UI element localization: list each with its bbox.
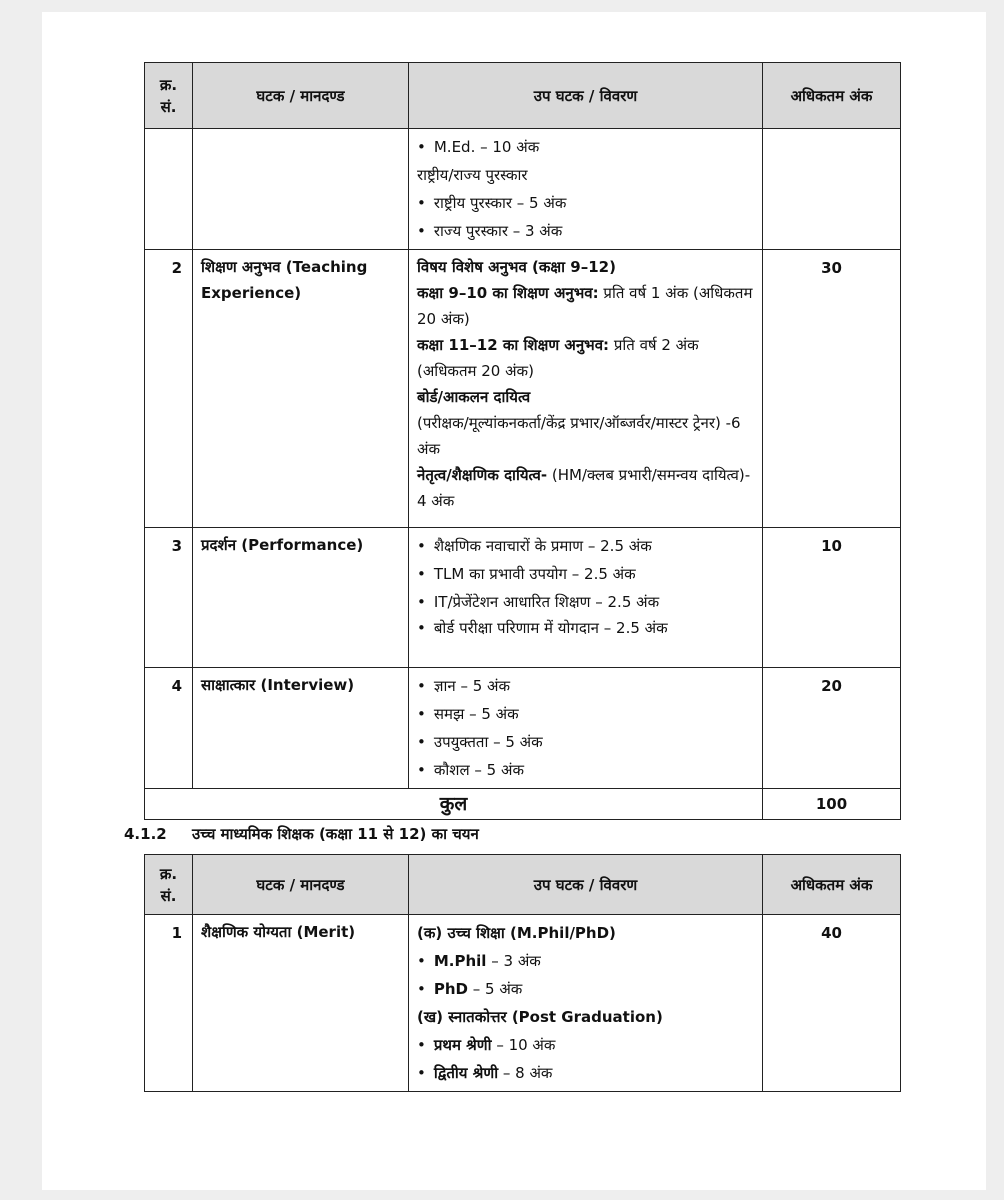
table-header-row	[145, 855, 901, 915]
row-component: शिक्षण अनुभव (Teaching Experience)	[193, 250, 409, 528]
table-header-row	[145, 63, 901, 129]
header-sn: क्र. सं.	[145, 63, 193, 129]
table-row-continuation	[145, 129, 901, 250]
table-row-merit	[145, 915, 901, 1092]
list-item: • ज्ञान – 5 अंक	[417, 672, 754, 700]
row-component: साक्षात्कार (Interview)	[193, 668, 409, 789]
list-item: • राज्य पुरस्कार – 3 अंक	[417, 217, 754, 245]
header-subcomponent: उप घटक / विवरण	[409, 855, 763, 915]
detail-line: नेतृत्व/शैक्षणिक दायित्व- (HM/क्लब प्रभारी/समन्वय दायित्व)- 4 अंक	[417, 466, 751, 510]
list-item: • TLM का प्रभावी उपयोग – 2.5 अंक	[417, 560, 754, 588]
header-sn: क्र. सं.	[145, 855, 193, 915]
row-marks: 40	[763, 915, 901, 1092]
section-heading	[124, 824, 479, 844]
row-sn: 1	[145, 915, 193, 1092]
section-title: उच्च माध्यमिक शिक्षक (कक्षा 11 से 12) का चयन	[191, 825, 479, 843]
table-row-performance	[145, 528, 901, 668]
row-sn: 2	[145, 250, 193, 528]
total-label: कुल	[145, 789, 763, 820]
row-marks: 10	[763, 528, 901, 668]
row-details	[409, 915, 763, 1092]
table-row-total	[145, 789, 901, 820]
section-number: 4.1.2	[124, 825, 167, 843]
header-component: घटक / मानदण्ड	[193, 855, 409, 915]
continuation-details	[409, 129, 763, 250]
list-item: • IT/प्रेजेंटेशन आधारित शिक्षण – 2.5 अंक	[417, 588, 754, 616]
detail-line: (परीक्षक/मूल्यांकनकर्ता/केंद्र प्रभार/ऑब्जर्वर/मास्टर ट्रेनर) -6 अंक	[417, 414, 741, 458]
detail-line: बोर्ड/आकलन दायित्व	[417, 388, 531, 406]
row-sn: 4	[145, 668, 193, 789]
header-subcomponent: उप घटक / विवरण	[409, 63, 763, 129]
document-page	[42, 12, 986, 1190]
row-marks: 20	[763, 668, 901, 789]
selection-criteria-table-2	[144, 854, 901, 1092]
row-sn: 3	[145, 528, 193, 668]
row-marks: 30	[763, 250, 901, 528]
total-marks: 100	[763, 789, 901, 820]
list-item: • बोर्ड परीक्षा परिणाम में योगदान – 2.5 अंक	[417, 616, 754, 640]
list-item: • M.Phil – 3 अंक	[417, 947, 754, 975]
list-item: • प्रथम श्रेणी – 10 अंक	[417, 1031, 754, 1059]
list-item: • शैक्षणिक नवाचारों के प्रमाण – 2.5 अंक	[417, 532, 754, 560]
list-item: • उपयुक्तता – 5 अंक	[417, 728, 754, 756]
detail-line: कक्षा 11–12 का शिक्षण अनुभव: प्रति वर्ष 2 अंक (अधिकतम 20 अंक)	[417, 336, 699, 380]
row-details	[409, 250, 763, 528]
row-details	[409, 668, 763, 789]
list-item: • PhD – 5 अंक	[417, 975, 754, 1003]
header-max-marks: अधिकतम अंक	[763, 855, 901, 915]
table-row-interview	[145, 668, 901, 789]
list-item: • राष्ट्रीय पुरस्कार – 5 अंक	[417, 189, 754, 217]
header-max-marks: अधिकतम अंक	[763, 63, 901, 129]
list-item: राष्ट्रीय/राज्य पुरस्कार	[417, 166, 528, 184]
selection-criteria-table-1	[144, 62, 901, 820]
list-item: • समझ – 5 अंक	[417, 700, 754, 728]
row-component: प्रदर्शन (Performance)	[193, 528, 409, 668]
table-row-teaching-experience	[145, 250, 901, 528]
row-component: शैक्षणिक योग्यता (Merit)	[193, 915, 409, 1092]
list-item: • द्वितीय श्रेणी – 8 अंक	[417, 1059, 754, 1087]
row-details	[409, 528, 763, 668]
list-item: • M.Ed. – 10 अंक	[417, 133, 754, 161]
detail-line: (क) उच्च शिक्षा (M.Phil/PhD)	[417, 924, 616, 942]
header-component: घटक / मानदण्ड	[193, 63, 409, 129]
list-item: • कौशल – 5 अंक	[417, 756, 754, 784]
detail-line: विषय विशेष अनुभव (कक्षा 9–12)	[417, 258, 616, 276]
detail-line: कक्षा 9–10 का शिक्षण अनुभव: प्रति वर्ष 1 अंक (अधिकतम 20 अंक)	[417, 284, 753, 328]
detail-line: (ख) स्नातकोत्तर (Post Graduation)	[417, 1008, 663, 1026]
